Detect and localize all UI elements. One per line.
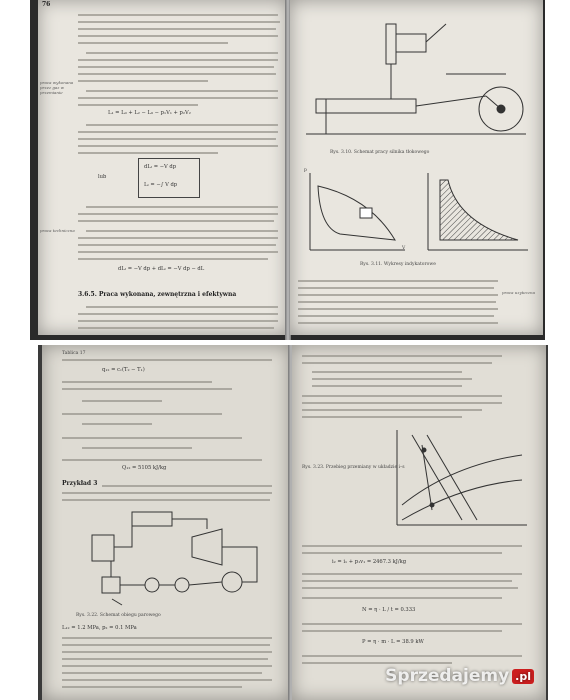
figure-caption: Rys. 3.10. Schemat pracy silnika tłokowego <box>330 150 430 155</box>
text-line <box>302 662 452 664</box>
text-line <box>62 459 262 461</box>
text-line <box>86 124 278 126</box>
text-line <box>62 679 272 681</box>
is-diagram <box>392 425 532 535</box>
text-line <box>62 359 272 361</box>
text-line <box>62 437 242 439</box>
page-header: Tablica 17 <box>62 351 86 356</box>
text-line <box>62 413 222 415</box>
text-line <box>78 220 274 222</box>
text-line <box>78 73 276 75</box>
text-line <box>298 308 498 310</box>
text-line <box>302 655 522 657</box>
formula: N = η · L / t = 0.333 <box>362 607 416 613</box>
text-line <box>62 644 270 646</box>
section-heading: 3.6.5. Praca wykonana, zewnętrzna i efektywna <box>78 291 237 298</box>
text-line <box>78 251 278 253</box>
text-line <box>82 400 162 402</box>
formula-box-line-2: Lₜ = −∫ V dp <box>144 182 178 188</box>
text-line <box>78 327 274 329</box>
text-line <box>302 409 482 411</box>
text-line <box>302 623 522 625</box>
text-line <box>78 21 280 23</box>
cycle-schematic <box>82 507 282 607</box>
text-line <box>78 320 278 322</box>
example-label: Przykład 3 <box>62 480 98 487</box>
bottom-right-page <box>292 345 546 700</box>
formula-box-line-1: dLₜ = −V dp <box>144 164 177 170</box>
text-line <box>86 52 278 54</box>
text-line <box>78 258 268 260</box>
text-line <box>62 665 272 667</box>
text-line <box>302 395 502 397</box>
text-line <box>86 206 278 208</box>
text-line <box>62 499 270 501</box>
text-line <box>78 237 278 239</box>
text-line <box>86 306 278 308</box>
text-line <box>78 97 278 99</box>
formula: dLₜ = −V dp + dLₜ = −V dp − dL <box>118 266 205 272</box>
formula: L₁ = L₀ + L₂ − L₀ − p₁V₁ + p₂V₂ <box>108 110 191 116</box>
text-line <box>102 485 272 487</box>
text-line <box>302 573 522 575</box>
text-line <box>62 686 242 688</box>
text-line <box>302 552 502 554</box>
text-line <box>62 381 212 383</box>
bottom-left-page <box>42 345 290 700</box>
text-line <box>78 313 278 315</box>
text-line <box>78 80 208 82</box>
text-line <box>302 362 492 364</box>
text-line <box>86 230 278 232</box>
text-line <box>302 402 502 404</box>
text-line <box>78 152 218 154</box>
figure-caption: Rys. 3.23. Przebieg przemiany w układzie i–s <box>302 465 405 470</box>
text-line <box>312 378 472 380</box>
text-line <box>78 138 276 140</box>
text-line <box>302 355 502 357</box>
axis-label-p: p <box>304 168 307 173</box>
formula: i₂ = i₁ + p₁v₁ = 2467.3 kJ/kg <box>332 559 407 565</box>
text-line <box>82 447 192 449</box>
text-line <box>298 315 494 317</box>
figure-caption: Rys. 3.11. Wykresy indykatorowe <box>360 262 436 267</box>
indicator-diagram-right <box>418 168 533 258</box>
text-line <box>78 35 278 37</box>
text-line <box>302 597 502 599</box>
text-line <box>82 423 152 425</box>
formula: L₁₂ = 1.2 MPa, p₂ = 0.1 MPa <box>62 625 137 631</box>
margin-note: praca techniczna <box>40 228 75 233</box>
margin-note: praca wykonana przez gaz w przemianie <box>40 80 74 95</box>
margin-note: praca uzyteczna <box>502 290 535 295</box>
text-line <box>298 322 498 324</box>
text-line <box>62 658 268 660</box>
text-line <box>302 545 522 547</box>
text-line <box>78 244 276 246</box>
text-line <box>302 580 512 582</box>
text-line <box>78 145 278 147</box>
top-left-page <box>38 0 288 335</box>
text-line <box>78 42 228 44</box>
text-line <box>78 66 274 68</box>
formula: P = η · m · L = 38.9 kW <box>362 639 424 645</box>
text-line <box>62 492 272 494</box>
text-line <box>298 287 494 289</box>
label-lub: lub <box>98 174 107 180</box>
top-right-page <box>290 0 543 335</box>
text-line <box>298 280 498 282</box>
text-line <box>78 14 278 16</box>
page-number: 76 <box>42 1 51 8</box>
text-line <box>302 587 518 589</box>
axis-label-v: V <box>402 246 406 251</box>
text-line <box>302 630 502 632</box>
bottom-photo <box>38 345 548 700</box>
figure-caption: Rys. 3.22. Schemat obiegu parowego <box>76 613 161 618</box>
text-line <box>312 385 462 387</box>
text-line <box>302 416 462 418</box>
sprzedajemy-watermark <box>385 666 534 686</box>
text-line <box>62 388 232 390</box>
text-line <box>298 294 498 296</box>
text-line <box>298 301 496 303</box>
watermark-brand: Sprzedajemy <box>385 666 510 686</box>
watermark-tld: .pl <box>512 669 534 684</box>
text-line <box>78 213 278 215</box>
text-line <box>78 104 198 106</box>
text-line <box>62 637 272 639</box>
text-line <box>62 651 272 653</box>
text-line <box>78 28 276 30</box>
formula: Q₁₂ = 5105 kJ/kg <box>122 465 167 471</box>
formula: q₁₂ = cᵥ(T₂ − T₁) <box>102 367 145 373</box>
indicator-diagram-left <box>300 168 410 258</box>
text-line <box>86 90 278 92</box>
text-line <box>62 672 262 674</box>
top-photo <box>30 0 545 340</box>
text-line <box>78 131 278 133</box>
engine-diagram <box>296 4 536 144</box>
text-line <box>312 371 462 373</box>
text-line <box>78 59 278 61</box>
